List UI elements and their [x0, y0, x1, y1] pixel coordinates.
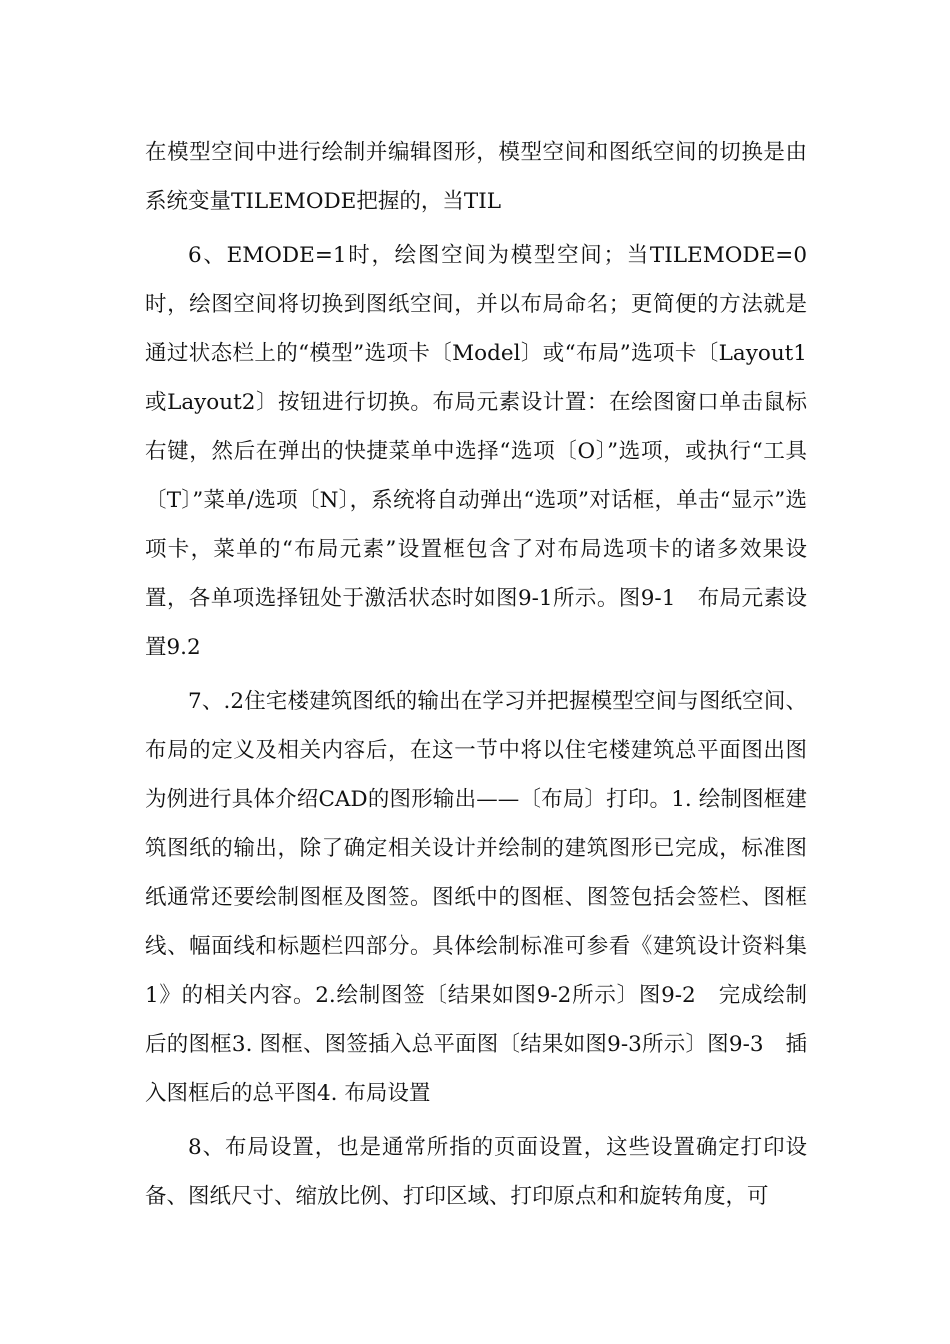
- paragraph-8: 8、布局设置，也是通常所指的页面设置，这些设置确定打印设备、图纸尺寸、缩放比例、打印区域、打印原点和和旋转角度，可: [145, 1135, 807, 1209]
- paragraph-7: 7、.2住宅楼建筑图纸的输出在学习并把握模型空间与图纸空间、布局的定义及相关内容后，在这一节中将以住宅楼建筑总平面图出图为例进行具体介绍CAD的图形输出——〔布局〕打印。1. 绘制图框建筑图纸的输出，除了确定相关设计并绘制的建筑图形已完成，标准图纸通常还要绘制图框及图签。图纸中的图框、图签包括会签栏、图框线、幅面线和标题栏四部分。具体绘制标准可参看《建筑设计资料集1》的相关内容。2.绘制图签〔结果如图9-2所示〕图9-2 完成绘制后的图框3. 图框、图签插入总平面图〔结果如图9-3所示〕图9-3 插入图框后的总平图4. 布局设置: [145, 689, 807, 1106]
- paragraph-6: 6、EMODE=1时，绘图空间为模型空间；当TILEMODE=0时，绘图空间将切换到图纸空间，并以布局命名；更简便的方法就是通过状态栏上的“模型”选项卡〔Model〕或“布局”选项卡〔Layout1或Layout2〕按钮进行切换。布局元素设计置：在绘图窗口单击鼠标右键，然后在弹出的快捷菜单中选择“选项〔O〕”选项，或执行“工具〔T〕”菜单/选项〔N〕，系统将自动弹出“选项”对话框，单击“显示”选项卡，菜单的“布局元素”设置框包含了对布局选项卡的诸多效果设置，各单项选择钮处于激活状态时如图9-1所示。图9-1 布局元素设置9.2: [145, 243, 807, 660]
- paragraph-continuation: 在模型空间中进行绘制并编辑图形，模型空间和图纸空间的切换是由系统变量TILEMODE把握的，当TIL: [145, 140, 807, 214]
- body-text: [145, 128, 807, 1226]
